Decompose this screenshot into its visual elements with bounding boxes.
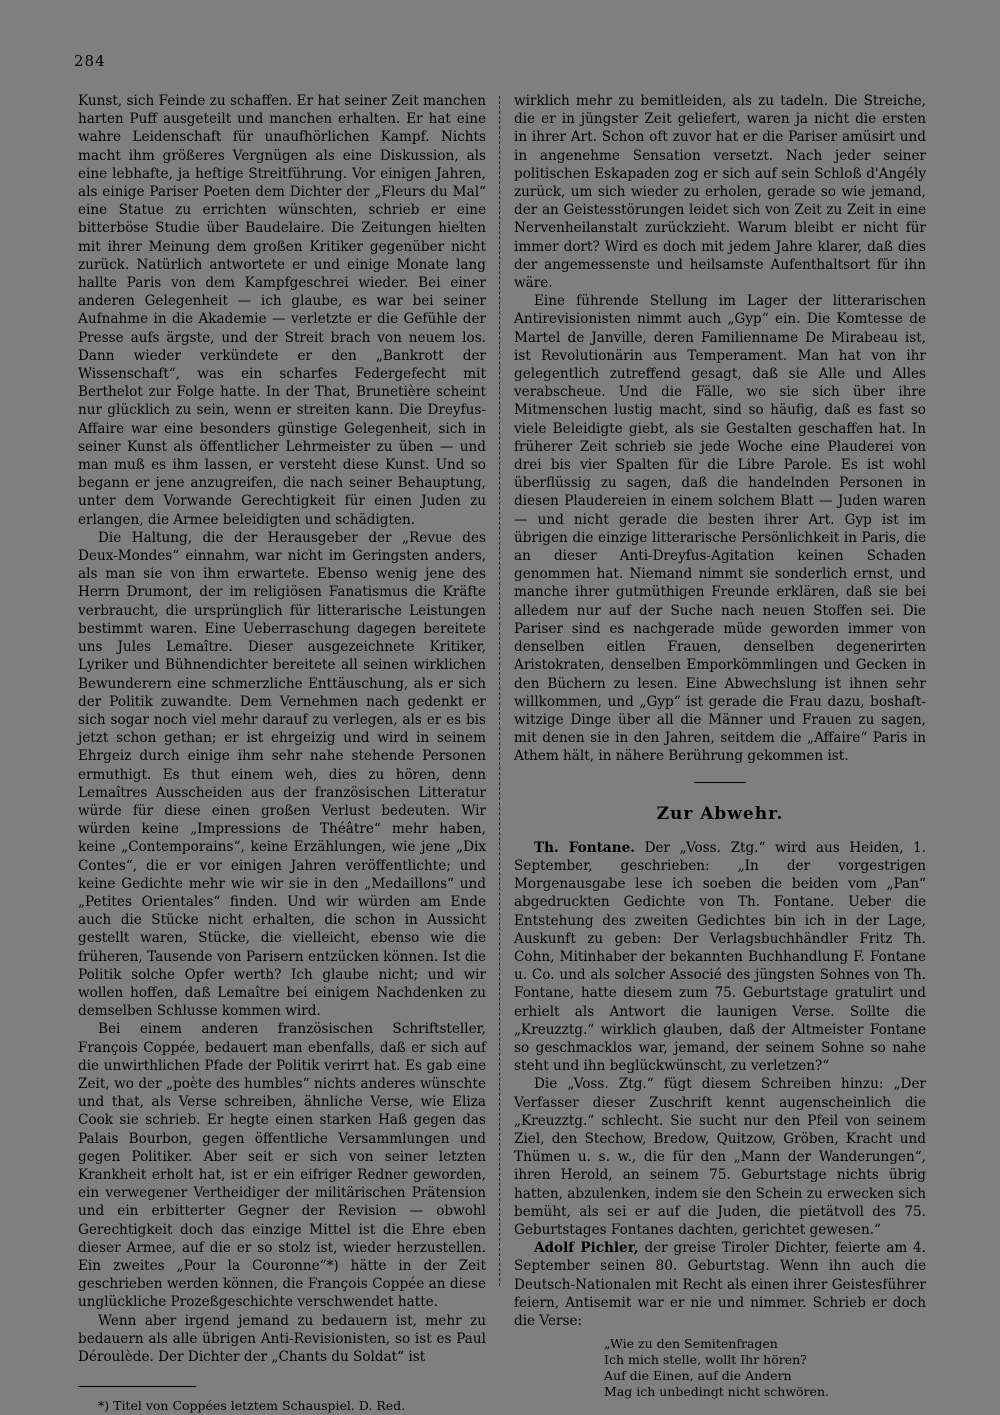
name-fontane: Th. Fontane. [534, 839, 635, 856]
paragraph: Bei einem anderen französischen Schriftsteller, François Coppée, bedauert man ebenfalls, daß er sich auf die unwirthlichen Pfade der Politik verirrt hat. Es gab eine Zeit, wo der „poète des humbles“ nichts anderes wünschte und that, als Verse schreiben, ähnliche Verse, wie Eliza Cook sie schrieb. Er hegte einen starken Haß gegen das Palais Bourbon, gegen öffentliche Versammlungen und gegen Politiker. Aber seit er sich von seiner letzten Krankheit erholt hat, ist er ein eifriger Redner geworden, ein verwegener Vertheidiger der militärischen Prätension und ein erbitterter Gegner der Revision — obwohl Gerechtigkeit doch das einzige Mittel ist die Ehre eben dieser Armee, auf die er so stolz ist, wieder herzustellen. Ein zweites „Pour la Couronne“*) hätte in der Zeit geschrieben werden können, die François Coppée an diese unglückliche Prozeßgeschichte verschwendet hatte. [78, 1021, 486, 1311]
section-heading: Zur Abwehr. [656, 803, 784, 824]
paragraph-text: der greise Tiroler Dichter, feierte am 4. September seinen 80. Geburtstag. Wenn ihn auch die Deutsch-Nationalen mit Recht als einen ihrer Geistesführer feiern, Antisemit war er nie und nimmer. Schrieb er doch die Verse: [514, 1240, 926, 1329]
column-divider [499, 96, 500, 1286]
footnote: *) Titel von Coppées letztem Schauspiel. D. Red. [98, 1398, 406, 1414]
verse-line: Mag ich unbedingt nicht schwören. [604, 1384, 829, 1400]
verse [604, 1336, 926, 1400]
paragraph: Kunst, sich Feinde zu schaffen. Er hat seiner Zeit manchen harten Puff ausgeteilt und manchen erhalten. Er hat eine wahre Leidenschaft für unaufhörlichen Kampf. Nichts macht ihm größeres Vergnügen als eine Diskussion, als eine lebhafte, ja heftige Streitführung. Vor einigen Jahren, als einige Pariser Poeten dem Dichter der „Fleurs du Mal“ eine Statue zu errichten wünschten, schrieb er eine bitterböse Studie über Baudelaire. Die Zeitungen hielten mit ihrer Meinung dem großen Kritiker gegenüber nicht zurück. Natürlich antwortete er und einige Monate lang hallte Paris von dem Kampfgeschrei wieder. Bei einer anderen Gelegenheit — ich glaube, es war bei seiner Aufnahme in die Akademie — verletzte er die Gefühle der Presse aufs ärgste, und der Streit brach von neuem los. Dann wieder verkündete er den „Bankrott der Wissenschaft“, was ein scharfes Federgefecht mit Berthelot zur Folge hatte. In der That, Brunetière scheint nur glücklich zu sein, wenn er streiten kann. Die Dreyfus-Affaire war eine besonders günstige Gelegenheit, sich in seiner Kunst als öffentlicher Lehrmeister zu üben — und man muß es ihm lassen, er versteht diese Kunst. Und so begann er jene anzugreifen, die nach seiner Behauptung, unter dem Vorwande Gerechtigkeit für einen Juden zu erlangen, die Armee beleidigten und schädigten. [78, 93, 486, 528]
left-column [78, 92, 486, 1415]
paragraph-text: Der „Voss. Ztg.“ wird aus Heiden, 1. September, geschrieben: „In der vorgestrigen Morgenausgabe lese ich soeben die beiden vom „Pan“ abgedruckten Gedichte von Th. Fontane. Ueber die Entstehung des zweiten Gedichtes bin ich in der Lage, Auskunft zu geben: Der Verlagsbuchhändler Fritz Th. Cohn, Mitinhaber der bekannten Buchhandlung F. Fontane u. Co. und als solcher Associé des jüngsten Sohnes von Th. Fontane, hatte diesem zum 75. Geburtstage gratulirt und erhielt als Antwort die launigen Verse. Sollte die „Kreuzztg.“ wirklich glauben, daß der Altmeister Fontane so geschmacklos war, jemand, der seinem Sohne so nahe steht und ihn beglückwünscht, zu verletzen?“ [514, 839, 926, 1075]
paragraph: Eine führende Stellung im Lager der litterarischen Antirevisionisten nimmt auch „Gyp“ ein. Die Komtesse de Martel de Janville, deren Familienname De Mirabeau ist, ist Revolutionärin aus Temperament. Man hat von ihr gelegentlich zutreffend gesagt, daß sie Alle und Alles verabscheue. Und die Fälle, wo sie sich über ihre Mitmenschen lustig macht, sind so häufig, daß es fast so viele Beleidigte giebt, als sie Gestalten geschaffen hat. In früherer Zeit schrieb sie jede Woche eine Plauderei von drei bis vier Spalten für die Libre Parole. Es ist wohl überflüssig zu sagen, daß die handelnden Personen in diesen Plaudereien in einem solchem Blatt — Juden waren — und nicht gerade die besten ihrer Art. Gyp ist im übrigen die einzige litterarische Persönlichkeit in Paris, die an dieser Anti-Dreyfus-Agitation keinen Schaden genommen hat. Niemand nimmt sie sonderlich ernst, und manche ihrer gutmüthigen Freunde erklären, daß sie bei alledem nur auf der Suche nach neuen Stoffen sei. Die Pariser sind es nachgerade müde geworden immer von denselben eitlen Frauen, denselben degenerirten Aristokraten, denselben Emporkömmlingen und Gecken in den Büchern zu lesen. Eine Abwechslung ist ihnen sehr willkommen, und „Gyp“ ist gerade die Frau dazu, boshaft-witzige Dinge über all die Männer und Frauen zu sagen, mit denen sie in den Jahren, seitdem die „Affaire“ Paris in Athem hält, in nähere Berührung gekommen ist. [514, 293, 926, 765]
verse-line: Ich mich stelle, wollt Ihr hören? [604, 1352, 807, 1368]
footnote-divider [78, 1386, 196, 1387]
paragraph: Die Haltung, die der Herausgeber der „Revue des Deux-Mondes“ einnahm, war nicht im Geringsten anders, als man sie von ihm erwartete. Ebenso wenig jene des Herrn Drumont, der im religiösen Fanatismus die Kräfte verbraucht, die ursprünglich für litterarische Leistungen bestimmt waren. Eine Ueberraschung dagegen bereitete uns Jules Lemaître. Dieser ausgezeichnete Kritiker, Lyriker und Bühnendichter bereitete all seinen wirklichen Bewunderern eine schmerzliche Enttäuschung, als er sich der Politik zuwandte. Dem Vernehmen nach gedenkt er sich sogar noch viel mehr darauf zu verlegen, als er es bis jetzt schon gethan; er ist ehrgeizig und wird in seinem Ehrgeiz durch einige ihm sehr nahe stehende Personen ermuthigt. Es thut einem weh, dies zu hören, denn Lemaîtres Ausscheiden aus der französischen Litteratur würde für diese einen großen Verlust bedeuten. Wir würden keine „Impressions de Théâtre“ mehr haben, keine „Contemporains“, keine Erzählungen, wie jene „Dix Contes“, die er vor einigen Jahren veröffentlichte; und keine Gedichte mehr wie wir sie in den „Medaillons“ und „Petites Orientales“ finden. Und wir würden am Ende auch die Stücke nicht erhalten, die schon in Aussicht gestellt waren, Stücke, die vielleicht, ebenso wie die früheren, Tausende von Parisern entzücken können. Ist die Politik solche Opfer werth? Ich glaube nicht; und wir wollen hoffen, daß Lemaître bei einigem Nachdenken zu demselben Schlusse kommen wird. [78, 529, 486, 1020]
paragraph: Die „Voss. Ztg.“ fügt diesem Schreiben hinzu: „Der Verfasser dieser Zuschrift kennt augenscheinlich die „Kreuzztg.“ schlecht. Sie sucht nur den Pfeil von seinem Ziel, den Stechow, Bredow, Quitzow, Gröben, Kracht und Thümen u. s. w., die für den „Mann der Wanderungen“, ihren Herold, an seinem 75. Geburtstage nichts übrig hatten, abzulenken, indem sie den Schein zu erwecken sich bemüht, als sei er auf die Juden, die pietätvoll des 75. Geburtstages Fontanes dachten, gerichtet gewesen.“ [514, 1076, 926, 1238]
paragraph: wirklich mehr zu bemitleiden, als zu tadeln. Die Streiche, die er in jüngster Zeit geliefert, waren ja nicht die ersten in ihrer Art. Schon oft zuvor hat er die Pariser amüsirt und in angenehme Sensation versetzt. Nach jeder seiner politischen Eskapaden zog er sich auf sein Schloß d'Angély zurück, um sich wieder zu erholen, gerade so wie jemand, der an Geistesstörungen leidet sich von Zeit zu Zeit in eine Nervenheilanstalt zurückzieht. Warum bleibt er nicht für immer dort? Wird es doch mit jedem Jahre klarer, daß dies der angemessenste und heilsamste Aufenthaltsort für ihn wäre. [514, 93, 926, 292]
paragraph: Wenn aber irgend jemand zu bedauern ist, mehr zu bedauern als alle übrigen Anti-Revisionisten, so ist es Paul Déroulède. Der Dichter der „Chants du Soldat“ ist [78, 1312, 486, 1366]
verse-line: „Wie zu den Semitenfragen [604, 1336, 778, 1352]
name-pichler: Adolf Pichler, [534, 1240, 639, 1257]
section-divider [694, 782, 746, 783]
page-number: 284 [74, 52, 106, 70]
paragraph-fontane [514, 839, 926, 1076]
right-column [514, 92, 926, 1400]
verse-line: Auf die Einen, auf die Andern [604, 1368, 792, 1384]
paragraph-pichler [514, 1239, 926, 1330]
